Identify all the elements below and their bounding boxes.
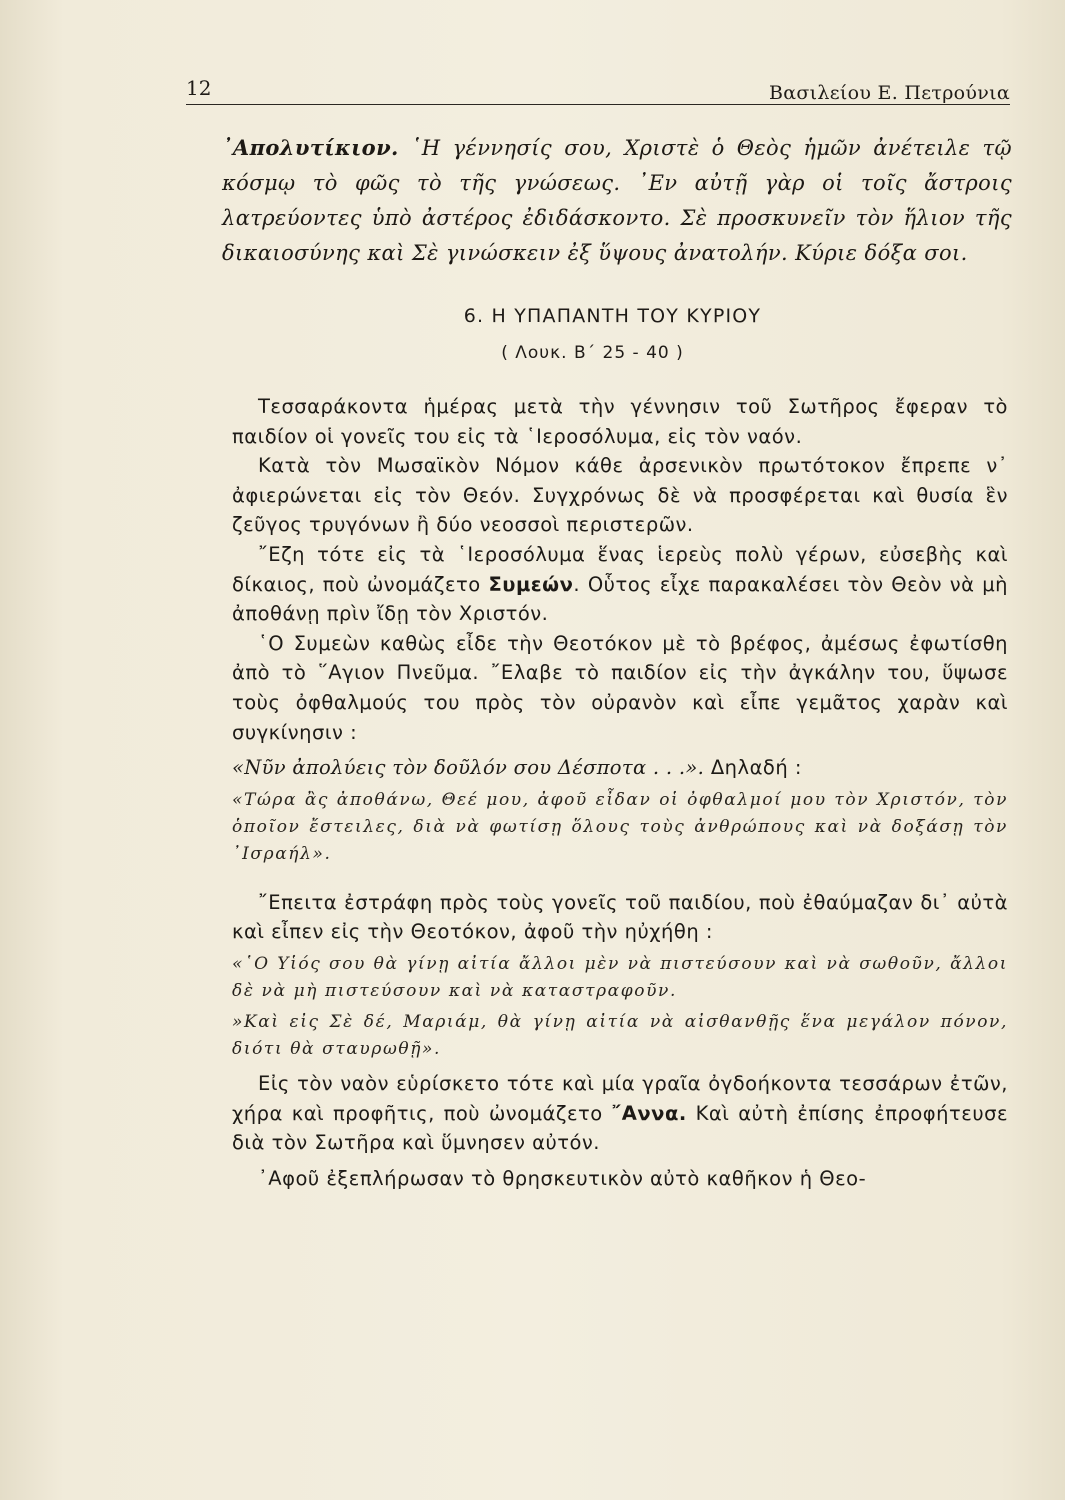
- main-text: [232, 392, 1008, 1193]
- paragraph: [232, 540, 1008, 629]
- section-title: 6. Η ΥΠΑΠΑΝΤΗ ΤΟΥ ΚΥΡΙΟΥ: [463, 305, 762, 327]
- apolytikion-text: ῾Η γέννησίς σου, Χριστὲ ὁ Θεὸς ἡμῶν ἀνέτειλε τῷ κόσμῳ τὸ φῶς τὸ τῆς γνώσεως. ᾿Εν αὐτῇ γὰρ οἱ τοῖς ἄστροις λατρεύοντες ὑπὸ ἀστέρος ἐδιδάσκοντο. Σὲ προσκυνεῖν τὸν ἥλιον τῆς δικαιοσύνης καὶ Σὲ γινώσκειν ἐξ ὕψους ἀνατολήν. Κύριε δόξα σοι.: [222, 136, 1012, 265]
- running-head-author: Βασιλείου Ε. Πετρούνια: [768, 82, 1010, 104]
- paragraph-text: ῎Εζη τότε εἰς τὰ ῾Ιεροσόλυμα ἕνας ἱερεὺς πολὺ γέρων, εὐσεβὴς καὶ δίκαιος, ποὺ ὠνομάζετο: [232, 542, 1008, 596]
- paragraph-text: Καὶ αὐτὴ ἐπίσης ἐπροφήτευσε διὰ τὸν Σωτῆρα καὶ ὕμνησεν αὐτόν.: [232, 1101, 1008, 1155]
- page-header: [186, 74, 1010, 105]
- paragraph-text: . Οὗτος εἶχε παρακαλέσει τὸν Θεὸν νὰ μὴ ἀποθάνῃ πρὶν ἴδῃ τὸν Χριστόν.: [232, 572, 1008, 626]
- page-number: 12: [186, 76, 212, 100]
- paragraph-text: Εἰς τὸν ναὸν εὑρίσκετο τότε καὶ μία γραῖα ὀγδοήκοντα τεσσάρων ἐτῶν, χήρα καὶ προφῆτις, ποὺ ὠνομάζετο: [232, 1071, 1008, 1125]
- apolytikion-hymn: [222, 130, 1012, 271]
- quotation: »Καὶ εἰς Σὲ δέ, Μαριάμ, θὰ γίνῃ αἰτία νὰ αἰσθανθῇς ἕνα μεγάλον πόνον, διότι θὰ σταυρωθῇ».: [232, 1011, 1008, 1059]
- paragraph: ᾿Αφοῦ ἐξεπλήρωσαν τὸ θρησκευτικὸν αὐτὸ καθῆκον ἡ Θεο-: [258, 1166, 867, 1190]
- paragraph: ῎Επειτα ἐστράφη πρὸς τοὺς γονεῖς τοῦ παιδίου, ποὺ ἐθαύμαζαν δι᾿ αὐτὰ καὶ εἶπεν εἰς τὴν Θεοτόκον, ἀφοῦ τὴν ηὐχήθη :: [232, 890, 1008, 944]
- paragraph: [232, 1069, 1008, 1158]
- name-anna: ῎Αννα.: [611, 1101, 687, 1125]
- quote-intro-text: Δηλαδή :: [704, 756, 802, 780]
- quotation: «Τώρα ἂς ἀποθάνω, Θεέ μου, ἀφοῦ εἶδαν οἱ ὀφθαλμοί μου τὸν Χριστόν, τὸν ὁποῖον ἔστειλες, διὰ νὰ φωτίσῃ ὅλους τοὺς ἀνθρώπους καὶ νὰ δοξάσῃ τὸν ᾿Ισραήλ».: [232, 789, 1008, 864]
- paragraph: Τεσσαράκοντα ἡμέρας μετὰ τὴν γέννησιν τοῦ Σωτῆρος ἔφεραν τὸ παιδίον οἱ γονεῖς του εἰς τὰ ῾Ιεροσόλυμα, εἰς τὸν ναόν.: [232, 395, 1008, 448]
- paragraph: ῾Ο Συμεὼν καθὼς εἶδε τὴν Θεοτόκον μὲ τὸ βρέφος, ἀμέσως ἐφωτίσθη ἀπὸ τὸ ῞Αγιον Πνεῦμα. ῎Ελαβε τὸ παιδίον εἰς τὴν ἀγκάλην του, ὕψωσε τοὺς ὀφθαλμούς του πρὸς τὸν οὐρανὸν καὶ εἶπε γεμᾶτος χαρὰν καὶ συγκίνησιν :: [232, 631, 1008, 744]
- quote-intro: [232, 753, 1008, 783]
- quotation: «῾Ο Υἱός σου θὰ γίνῃ αἰτία ἄλλοι μὲν νὰ πιστεύσουν καὶ νὰ σωθοῦν, ἄλλοι δὲ νὰ μὴ πιστεύσουν καὶ νὰ καταστραφοῦν.: [232, 953, 1008, 1001]
- nunc-dimittis-incipit: «Νῦν ἀπολύεις τὸν δοῦλόν σου Δέσποτα . . .».: [232, 756, 705, 780]
- name-symeon: Συμεών: [488, 572, 574, 596]
- scripture-reference: ( Λουκ. Β΄ 25 - 40 ): [501, 343, 684, 363]
- paragraph: Κατὰ τὸν Μωσαϊκὸν Νόμον κάθε ἀρσενικὸν πρωτότοκον ἔπρεπε ν᾿ ἀφιερώνεται εἰς τὸν Θεόν. Συγχρόνως δὲ νὰ προσφέρεται καὶ θυσία ἓν ζεῦγος τρυγόνων ἢ δύο νεοσσοὶ περιστερῶν.: [232, 454, 1008, 537]
- apolytikion-label: ᾿Απολυτίκιον.: [222, 135, 399, 160]
